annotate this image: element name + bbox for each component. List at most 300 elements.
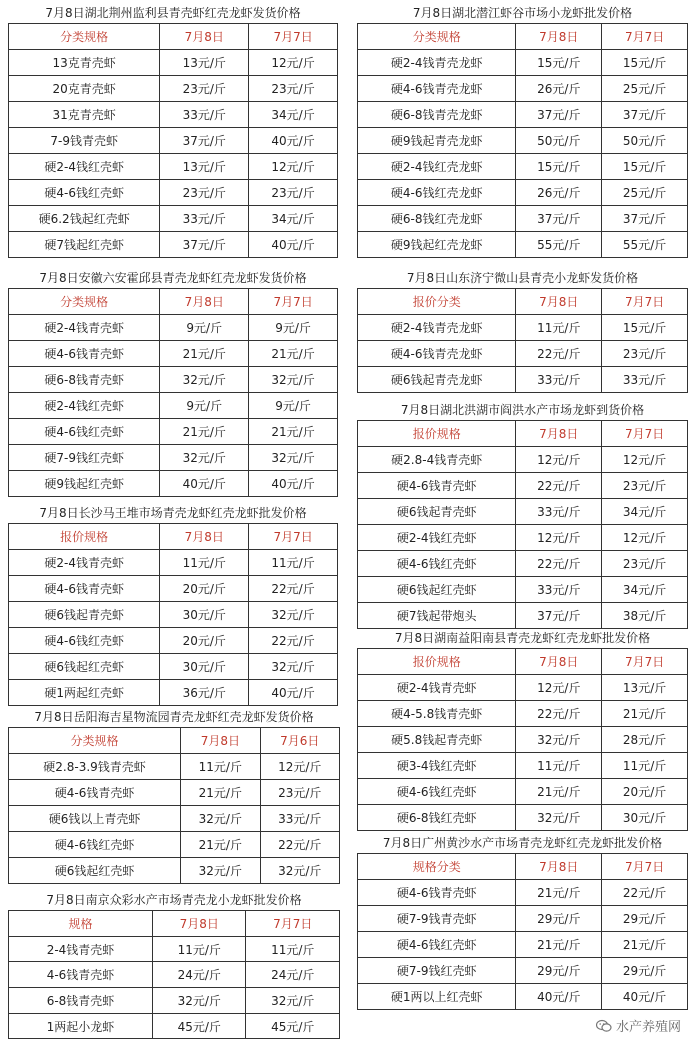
table-row bbox=[358, 499, 688, 525]
spec-cell: 硬9钱起红壳虾 bbox=[9, 471, 160, 497]
header-date: 7月8日 bbox=[516, 854, 602, 880]
price-cell: 30元/斤 bbox=[160, 602, 249, 628]
table-header-row bbox=[9, 728, 340, 754]
price-cell: 22元/斤 bbox=[249, 576, 338, 602]
table-row bbox=[9, 445, 338, 471]
table-row bbox=[358, 603, 688, 629]
table-header-row bbox=[358, 24, 688, 50]
price-cell: 22元/斤 bbox=[516, 551, 602, 577]
table-row bbox=[358, 805, 688, 831]
price-cell: 9元/斤 bbox=[160, 393, 249, 419]
table-row bbox=[9, 180, 338, 206]
price-cell: 23元/斤 bbox=[249, 180, 338, 206]
price-cell: 13元/斤 bbox=[160, 154, 249, 180]
price-table-block bbox=[8, 503, 338, 706]
price-cell: 25元/斤 bbox=[602, 180, 688, 206]
table-title: 7月8日湖南益阳南县青壳龙虾红壳龙虾批发价格 bbox=[394, 631, 651, 645]
spec-cell: 硬4-6钱红壳虾 bbox=[9, 419, 160, 445]
spec-cell: 硬9钱起青壳龙虾 bbox=[358, 128, 516, 154]
price-cell: 30元/斤 bbox=[602, 805, 688, 831]
header-date: 7月7日 bbox=[246, 911, 340, 937]
table-row bbox=[358, 76, 688, 102]
price-cell: 32元/斤 bbox=[246, 988, 340, 1014]
price-cell: 38元/斤 bbox=[602, 603, 688, 629]
spec-cell: 硬4-6钱红壳虾 bbox=[358, 932, 516, 958]
header-date: 7月6日 bbox=[260, 728, 339, 754]
price-cell: 37元/斤 bbox=[516, 102, 602, 128]
table-row bbox=[9, 576, 338, 602]
spec-cell: 硬4-6钱青壳虾 bbox=[9, 780, 181, 806]
price-cell: 32元/斤 bbox=[249, 445, 338, 471]
table-row bbox=[9, 628, 338, 654]
spec-cell: 硬7钱起红壳虾 bbox=[9, 232, 160, 258]
price-table-block bbox=[357, 628, 688, 831]
header-spec: 分类规格 bbox=[9, 728, 181, 754]
table-header-row bbox=[358, 289, 688, 315]
spec-cell: 硬4-6钱青壳虾 bbox=[9, 341, 160, 367]
price-cell: 32元/斤 bbox=[249, 367, 338, 393]
price-cell: 9元/斤 bbox=[249, 393, 338, 419]
spec-cell: 6-8钱青壳虾 bbox=[9, 988, 153, 1014]
table-row bbox=[9, 550, 338, 576]
spec-cell: 硬6-8钱红壳虾 bbox=[358, 805, 516, 831]
header-spec: 报价分类 bbox=[358, 289, 516, 315]
price-table-block bbox=[357, 3, 688, 258]
price-cell: 37元/斤 bbox=[160, 128, 249, 154]
price-table bbox=[357, 853, 688, 1010]
table-header-row bbox=[9, 911, 340, 937]
spec-cell: 硬2.8-4钱青壳虾 bbox=[358, 447, 516, 473]
table-row bbox=[358, 180, 688, 206]
header-date: 7月7日 bbox=[602, 649, 688, 675]
price-cell: 24元/斤 bbox=[152, 962, 246, 988]
price-cell: 21元/斤 bbox=[181, 780, 260, 806]
price-cell: 21元/斤 bbox=[602, 932, 688, 958]
price-cell: 22元/斤 bbox=[516, 701, 602, 727]
price-cell: 37元/斤 bbox=[516, 206, 602, 232]
table-title: 7月8日岳阳海吉星物流园青壳龙虾红壳龙虾发货价格 bbox=[34, 710, 314, 724]
table-row bbox=[358, 206, 688, 232]
price-cell: 25元/斤 bbox=[602, 76, 688, 102]
price-cell: 29元/斤 bbox=[602, 958, 688, 984]
price-cell: 37元/斤 bbox=[516, 603, 602, 629]
table-row bbox=[9, 936, 340, 962]
table-row bbox=[9, 206, 338, 232]
header-spec: 分类规格 bbox=[9, 24, 160, 50]
price-cell: 30元/斤 bbox=[160, 654, 249, 680]
header-spec: 规格 bbox=[9, 911, 153, 937]
price-cell: 9元/斤 bbox=[249, 315, 338, 341]
price-table-block bbox=[357, 833, 688, 1010]
header-date: 7月7日 bbox=[249, 289, 338, 315]
table-row bbox=[9, 1013, 340, 1039]
spec-cell: 硬4-6钱红壳虾 bbox=[9, 628, 160, 654]
price-cell: 21元/斤 bbox=[516, 932, 602, 958]
price-table bbox=[8, 23, 338, 258]
price-cell: 45元/斤 bbox=[152, 1013, 246, 1039]
price-cell: 26元/斤 bbox=[516, 76, 602, 102]
wechat-icon bbox=[596, 1019, 612, 1033]
table-row bbox=[358, 341, 688, 367]
table-row bbox=[9, 50, 338, 76]
table-row bbox=[9, 341, 338, 367]
price-cell: 40元/斤 bbox=[249, 232, 338, 258]
price-cell: 32元/斤 bbox=[516, 805, 602, 831]
price-cell: 33元/斤 bbox=[602, 367, 688, 393]
price-cell: 33元/斤 bbox=[160, 206, 249, 232]
table-row bbox=[9, 988, 340, 1014]
price-table-block bbox=[357, 268, 688, 393]
table-row bbox=[9, 654, 338, 680]
price-cell: 21元/斤 bbox=[602, 701, 688, 727]
table-title: 7月8日湖北荆州监利县青壳虾红壳龙虾发货价格 bbox=[45, 6, 301, 20]
price-cell: 55元/斤 bbox=[516, 232, 602, 258]
spec-cell: 2-4钱青壳虾 bbox=[9, 936, 153, 962]
table-header-row bbox=[9, 289, 338, 315]
price-cell: 32元/斤 bbox=[181, 858, 260, 884]
table-row bbox=[358, 984, 688, 1010]
header-spec: 规格分类 bbox=[358, 854, 516, 880]
header-date: 7月7日 bbox=[249, 524, 338, 550]
spec-cell: 硬2-4钱青壳虾 bbox=[358, 675, 516, 701]
price-cell: 20元/斤 bbox=[160, 628, 249, 654]
spec-cell: 硬6.2钱起红壳虾 bbox=[9, 206, 160, 232]
price-table bbox=[357, 648, 688, 831]
spec-cell: 1两起小龙虾 bbox=[9, 1013, 153, 1039]
spec-cell: 硬4-5.8钱青壳虾 bbox=[358, 701, 516, 727]
spec-cell: 硬1两以上红壳虾 bbox=[358, 984, 516, 1010]
price-cell: 15元/斤 bbox=[516, 50, 602, 76]
price-cell: 11元/斤 bbox=[160, 550, 249, 576]
price-cell: 50元/斤 bbox=[602, 128, 688, 154]
spec-cell: 硬6-8钱青壳龙虾 bbox=[358, 102, 516, 128]
price-cell: 32元/斤 bbox=[516, 727, 602, 753]
table-row bbox=[358, 525, 688, 551]
price-cell: 33元/斤 bbox=[516, 499, 602, 525]
table-row bbox=[358, 367, 688, 393]
table-row bbox=[9, 315, 338, 341]
price-cell: 50元/斤 bbox=[516, 128, 602, 154]
price-cell: 11元/斤 bbox=[181, 754, 260, 780]
price-cell: 11元/斤 bbox=[249, 550, 338, 576]
table-row bbox=[358, 932, 688, 958]
spec-cell: 硬2.8-3.9钱青壳虾 bbox=[9, 754, 181, 780]
table-row bbox=[358, 906, 688, 932]
price-cell: 22元/斤 bbox=[260, 832, 339, 858]
header-date: 7月8日 bbox=[152, 911, 246, 937]
price-cell: 23元/斤 bbox=[602, 473, 688, 499]
header-date: 7月8日 bbox=[516, 24, 602, 50]
spec-cell: 硬4-6钱青壳虾 bbox=[358, 473, 516, 499]
spec-cell: 硬4-6钱红壳虾 bbox=[9, 832, 181, 858]
header-date: 7月8日 bbox=[160, 24, 249, 50]
spec-cell: 硬5.8钱起青壳虾 bbox=[358, 727, 516, 753]
table-row bbox=[9, 471, 338, 497]
price-cell: 32元/斤 bbox=[181, 806, 260, 832]
price-cell: 26元/斤 bbox=[516, 180, 602, 206]
spec-cell: 7-9钱青壳虾 bbox=[9, 128, 160, 154]
price-cell: 33元/斤 bbox=[260, 806, 339, 832]
table-row bbox=[358, 958, 688, 984]
price-cell: 33元/斤 bbox=[160, 102, 249, 128]
price-cell: 32元/斤 bbox=[249, 654, 338, 680]
price-cell: 21元/斤 bbox=[181, 832, 260, 858]
header-spec: 报价规格 bbox=[358, 421, 516, 447]
price-cell: 34元/斤 bbox=[249, 102, 338, 128]
header-date: 7月8日 bbox=[160, 524, 249, 550]
table-row bbox=[358, 675, 688, 701]
table-row bbox=[9, 962, 340, 988]
spec-cell: 硬9钱起红壳龙虾 bbox=[358, 232, 516, 258]
spec-cell: 31克青壳虾 bbox=[9, 102, 160, 128]
table-row bbox=[9, 102, 338, 128]
spec-cell: 硬6-8钱青壳虾 bbox=[9, 367, 160, 393]
price-cell: 29元/斤 bbox=[516, 906, 602, 932]
header-date: 7月7日 bbox=[602, 289, 688, 315]
price-cell: 40元/斤 bbox=[160, 471, 249, 497]
spec-cell: 4-6钱青壳虾 bbox=[9, 962, 153, 988]
price-cell: 55元/斤 bbox=[602, 232, 688, 258]
spec-cell: 硬2-4钱红壳虾 bbox=[9, 154, 160, 180]
price-cell: 15元/斤 bbox=[516, 154, 602, 180]
price-cell: 37元/斤 bbox=[160, 232, 249, 258]
price-cell: 33元/斤 bbox=[516, 577, 602, 603]
table-row bbox=[9, 858, 340, 884]
table-header-row bbox=[358, 854, 688, 880]
spec-cell: 硬3-4钱红壳虾 bbox=[358, 753, 516, 779]
spec-cell: 硬2-4钱青壳龙虾 bbox=[358, 315, 516, 341]
header-spec: 报价规格 bbox=[358, 649, 516, 675]
table-row bbox=[358, 102, 688, 128]
table-row bbox=[9, 806, 340, 832]
table-title: 7月8日湖北洪湖市阎洪水产市场龙虾到货价格 bbox=[400, 403, 645, 417]
spec-cell: 硬2-4钱红壳虾 bbox=[9, 393, 160, 419]
table-title: 7月8日南京众彩水产市场青壳龙小龙虾批发价格 bbox=[46, 893, 302, 907]
price-table bbox=[8, 727, 340, 884]
price-cell: 37元/斤 bbox=[602, 206, 688, 232]
price-cell: 13元/斤 bbox=[160, 50, 249, 76]
table-row bbox=[358, 880, 688, 906]
table-row bbox=[358, 154, 688, 180]
price-cell: 22元/斤 bbox=[516, 341, 602, 367]
table-row bbox=[9, 128, 338, 154]
price-cell: 12元/斤 bbox=[516, 525, 602, 551]
spec-cell: 硬6钱以上青壳虾 bbox=[9, 806, 181, 832]
price-cell: 23元/斤 bbox=[160, 76, 249, 102]
price-cell: 23元/斤 bbox=[160, 180, 249, 206]
price-table bbox=[357, 420, 688, 629]
table-title: 7月8日山东济宁微山县青壳小龙虾发货价格 bbox=[406, 271, 639, 285]
table-header-row bbox=[9, 24, 338, 50]
table-row bbox=[358, 315, 688, 341]
table-row bbox=[9, 232, 338, 258]
price-cell: 32元/斤 bbox=[249, 602, 338, 628]
table-header-row bbox=[358, 649, 688, 675]
price-cell: 13元/斤 bbox=[602, 675, 688, 701]
price-cell: 32元/斤 bbox=[152, 988, 246, 1014]
price-cell: 15元/斤 bbox=[602, 50, 688, 76]
spec-cell: 硬4-6钱红壳虾 bbox=[358, 551, 516, 577]
header-date: 7月7日 bbox=[602, 24, 688, 50]
spec-cell: 硬4-6钱青壳龙虾 bbox=[358, 341, 516, 367]
price-cell: 33元/斤 bbox=[516, 367, 602, 393]
spec-cell: 硬6钱起红壳虾 bbox=[358, 577, 516, 603]
price-cell: 34元/斤 bbox=[602, 499, 688, 525]
table-row bbox=[9, 154, 338, 180]
table-row bbox=[9, 76, 338, 102]
price-cell: 11元/斤 bbox=[152, 936, 246, 962]
spec-cell: 硬4-6钱青壳虾 bbox=[9, 576, 160, 602]
price-cell: 11元/斤 bbox=[516, 315, 602, 341]
table-title: 7月8日广州黄沙水产市场青壳龙虾红壳龙虾批发价格 bbox=[382, 836, 663, 850]
spec-cell: 硬4-6钱红壳虾 bbox=[9, 180, 160, 206]
price-cell: 22元/斤 bbox=[249, 628, 338, 654]
spec-cell: 硬2-4钱青壳虾 bbox=[9, 550, 160, 576]
price-table bbox=[357, 23, 688, 258]
header-date: 7月8日 bbox=[181, 728, 260, 754]
price-cell: 21元/斤 bbox=[160, 341, 249, 367]
price-cell: 12元/斤 bbox=[602, 525, 688, 551]
price-cell: 37元/斤 bbox=[602, 102, 688, 128]
spec-cell: 硬6钱起青壳虾 bbox=[9, 602, 160, 628]
price-cell: 24元/斤 bbox=[246, 962, 340, 988]
price-cell: 11元/斤 bbox=[602, 753, 688, 779]
table-title: 7月8日安徽六安霍邱县青壳龙虾红壳龙虾发货价格 bbox=[39, 271, 307, 285]
price-cell: 20元/斤 bbox=[602, 779, 688, 805]
table-row bbox=[9, 754, 340, 780]
spec-cell: 硬7钱起带炮头 bbox=[358, 603, 516, 629]
price-cell: 34元/斤 bbox=[249, 206, 338, 232]
header-date: 7月8日 bbox=[516, 649, 602, 675]
table-row bbox=[358, 727, 688, 753]
spec-cell: 硬6钱起红壳虾 bbox=[9, 654, 160, 680]
price-table-block bbox=[8, 3, 338, 258]
spec-cell: 硬7-9钱红壳虾 bbox=[9, 445, 160, 471]
price-table bbox=[8, 523, 338, 706]
price-table bbox=[8, 288, 338, 497]
price-cell: 23元/斤 bbox=[249, 76, 338, 102]
price-cell: 12元/斤 bbox=[260, 754, 339, 780]
price-cell: 40元/斤 bbox=[249, 128, 338, 154]
table-row bbox=[9, 419, 338, 445]
header-date: 7月8日 bbox=[516, 289, 602, 315]
header-spec: 分类规格 bbox=[9, 289, 160, 315]
table-title: 7月8日长沙马王堆市场青壳龙虾红壳龙虾批发价格 bbox=[39, 506, 307, 520]
price-cell: 21元/斤 bbox=[516, 880, 602, 906]
price-cell: 15元/斤 bbox=[602, 154, 688, 180]
spec-cell: 硬2-4钱青壳龙虾 bbox=[358, 50, 516, 76]
table-header-row bbox=[9, 524, 338, 550]
price-cell: 12元/斤 bbox=[249, 154, 338, 180]
price-cell: 12元/斤 bbox=[516, 447, 602, 473]
table-row bbox=[9, 832, 340, 858]
price-cell: 21元/斤 bbox=[160, 419, 249, 445]
watermark bbox=[596, 1016, 681, 1035]
price-cell: 28元/斤 bbox=[602, 727, 688, 753]
table-row bbox=[9, 602, 338, 628]
price-cell: 11元/斤 bbox=[246, 936, 340, 962]
price-cell: 32元/斤 bbox=[160, 445, 249, 471]
spec-cell: 硬1两起红壳虾 bbox=[9, 680, 160, 706]
table-row bbox=[358, 779, 688, 805]
price-cell: 23元/斤 bbox=[602, 551, 688, 577]
price-cell: 23元/斤 bbox=[260, 780, 339, 806]
header-date: 7月7日 bbox=[602, 854, 688, 880]
spec-cell: 硬6钱起青壳龙虾 bbox=[358, 367, 516, 393]
spec-cell: 硬4-6钱青壳龙虾 bbox=[358, 76, 516, 102]
table-row bbox=[358, 128, 688, 154]
spec-cell: 硬7-9钱青壳虾 bbox=[358, 906, 516, 932]
price-cell: 29元/斤 bbox=[602, 906, 688, 932]
spec-cell: 硬4-6钱青壳虾 bbox=[358, 880, 516, 906]
header-date: 7月7日 bbox=[249, 24, 338, 50]
header-spec: 报价规格 bbox=[9, 524, 160, 550]
price-cell: 9元/斤 bbox=[160, 315, 249, 341]
spec-cell: 硬2-4钱红壳虾 bbox=[358, 525, 516, 551]
watermark-text: 水产养殖网 bbox=[615, 1020, 681, 1035]
price-cell: 21元/斤 bbox=[249, 341, 338, 367]
price-cell: 40元/斤 bbox=[602, 984, 688, 1010]
price-table-block bbox=[8, 268, 338, 497]
table-row bbox=[358, 551, 688, 577]
table-row bbox=[358, 232, 688, 258]
price-cell: 32元/斤 bbox=[260, 858, 339, 884]
price-cell: 11元/斤 bbox=[516, 753, 602, 779]
spec-cell: 硬4-6钱红壳龙虾 bbox=[358, 180, 516, 206]
header-date: 7月8日 bbox=[516, 421, 602, 447]
table-title: 7月8日湖北潜江虾谷市场小龙虾批发价格 bbox=[412, 6, 633, 20]
table-row bbox=[9, 780, 340, 806]
price-cell: 22元/斤 bbox=[602, 880, 688, 906]
table-row bbox=[358, 473, 688, 499]
table-row bbox=[358, 753, 688, 779]
price-cell: 29元/斤 bbox=[516, 958, 602, 984]
price-cell: 34元/斤 bbox=[602, 577, 688, 603]
spec-cell: 硬4-6钱红壳虾 bbox=[358, 779, 516, 805]
price-cell: 23元/斤 bbox=[602, 341, 688, 367]
spec-cell: 硬2-4钱青壳虾 bbox=[9, 315, 160, 341]
price-cell: 12元/斤 bbox=[249, 50, 338, 76]
spec-cell: 硬7-9钱红壳虾 bbox=[358, 958, 516, 984]
table-row bbox=[358, 447, 688, 473]
price-cell: 20元/斤 bbox=[160, 576, 249, 602]
price-cell: 40元/斤 bbox=[249, 680, 338, 706]
price-cell: 22元/斤 bbox=[516, 473, 602, 499]
header-date: 7月7日 bbox=[602, 421, 688, 447]
price-cell: 21元/斤 bbox=[516, 779, 602, 805]
table-row bbox=[358, 701, 688, 727]
header-spec: 分类规格 bbox=[358, 24, 516, 50]
price-table bbox=[357, 288, 688, 393]
table-header-row bbox=[358, 421, 688, 447]
table-row bbox=[9, 680, 338, 706]
price-table-block bbox=[8, 707, 340, 884]
spec-cell: 20克青壳虾 bbox=[9, 76, 160, 102]
spec-cell: 硬6-8钱红壳龙虾 bbox=[358, 206, 516, 232]
price-cell: 45元/斤 bbox=[246, 1013, 340, 1039]
spec-cell: 硬6钱起红壳虾 bbox=[9, 858, 181, 884]
price-cell: 12元/斤 bbox=[516, 675, 602, 701]
price-cell: 12元/斤 bbox=[602, 447, 688, 473]
price-cell: 40元/斤 bbox=[249, 471, 338, 497]
spec-cell: 13克青壳虾 bbox=[9, 50, 160, 76]
price-table-block bbox=[8, 890, 340, 1039]
price-table-block bbox=[357, 400, 688, 629]
price-table bbox=[8, 910, 340, 1039]
spec-cell: 硬2-4钱红壳龙虾 bbox=[358, 154, 516, 180]
table-row bbox=[358, 50, 688, 76]
header-date: 7月8日 bbox=[160, 289, 249, 315]
